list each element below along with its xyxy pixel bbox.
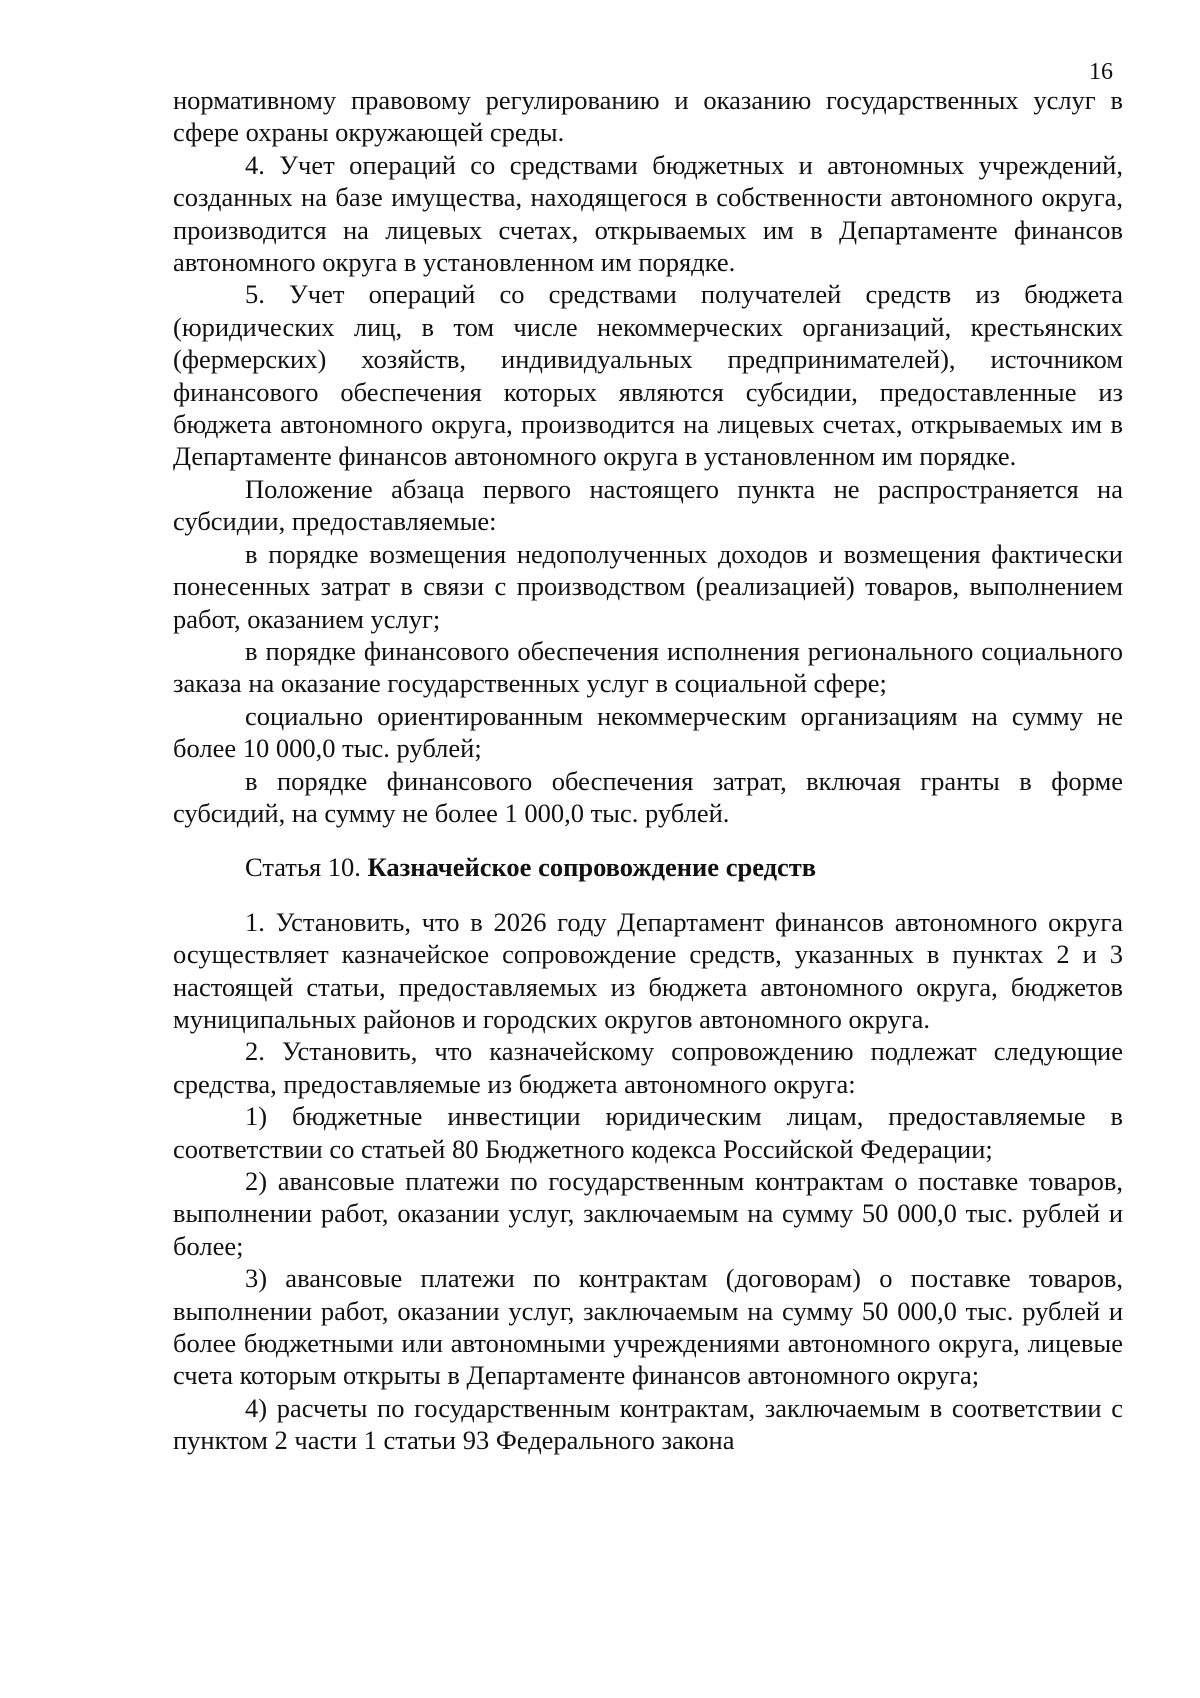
paragraph: 4) расчеты по государственным контрактам, заключаемым в соответствии с пунктом 2 части 1 статьи 93 Федерального закона bbox=[173, 1392, 1123, 1456]
paragraph: 1) бюджетные инвестиции юридическим лицам, предоставляемые в соответствии со статьей 80 Бюджетного кодекса Российской Федерации; bbox=[173, 1101, 1123, 1164]
paragraph: 5. Учет операций со средствами получателей средств из бюджета (юридических лиц, в том числе некоммерческих организаций, крестьянских (фермерских) хозяйств, индивидуальных предпринимателей), источником финансового обеспечения которых являются субсидии, предоставленные из бюджета автономного округа, производится на лицевых счетах, открываемых им в Департаменте финансов автономного округа в установленном им порядке. bbox=[173, 279, 1123, 472]
paragraph: 2) авансовые платежи по государственным контрактам о поставке товаров, выполнении работ, оказании услуг, заключаемым на сумму 50 000,0 тыс. рублей и более; bbox=[173, 1166, 1123, 1261]
document-body bbox=[173, 84, 1123, 1457]
paragraph: 4. Учет операций со средствами бюджетных и автономных учреждений, созданных на базе имущества, находящегося в собственности автономного округа, производится на лицевых счетах, открываемых им в Департаменте финансов автономного округа в установленном им порядке. bbox=[173, 149, 1123, 278]
paragraph: 2. Установить, что казначейскому сопровождению подлежат следующие средства, предоставляемые из бюджета автономного округа: bbox=[173, 1036, 1123, 1099]
article-heading bbox=[173, 851, 1123, 883]
paragraph: в порядке финансового обеспечения исполнения регионального социального заказа на оказание государственных услуг в социальной сфере; bbox=[173, 635, 1123, 699]
paragraph: нормативному правовому регулированию и оказанию государственных услуг в сфере охраны окружающей среды. bbox=[173, 85, 1123, 148]
paragraph: социально ориентированным некоммерческим организациям на сумму не более 10 000,0 тыс. рублей; bbox=[173, 700, 1123, 764]
article-title: Казначейское сопровождение средств bbox=[367, 852, 817, 883]
paragraph: в порядке финансового обеспечения затрат, включая гранты в форме субсидий, на сумму не более 1 000,0 тыс. рублей. bbox=[173, 765, 1123, 828]
paragraph: Положение абзаца первого настоящего пункта не распространяется на субсидии, предоставляемые: bbox=[173, 473, 1123, 537]
paragraph: 3) авансовые платежи по контрактам (договорам) о поставке товаров, выполнении работ, оказании услуг, заключаемым на сумму 50 000,0 тыс. рублей и более бюджетными или автономными учреждениями автономного округа, лицевые счета которым открыты в Департаменте финансов автономного округа; bbox=[173, 1263, 1123, 1391]
paragraph: 1. Установить, что в 2026 году Департамент финансов автономного округа осуществляет казначейское сопровождение средств, указанных в пунктах 2 и 3 настоящей статьи, предоставляемых из бюджета автономного округа, бюджетов муниципальных районов и городских округов автономного округа. bbox=[173, 906, 1123, 1034]
article-prefix: Статья 10. bbox=[245, 852, 368, 883]
paragraph: в порядке возмещения недополученных доходов и возмещения фактически понесенных затрат в связи с производством (реализацией) товаров, выполнением работ, оказанием услуг; bbox=[173, 538, 1123, 634]
page-number: 16 bbox=[1089, 59, 1113, 85]
